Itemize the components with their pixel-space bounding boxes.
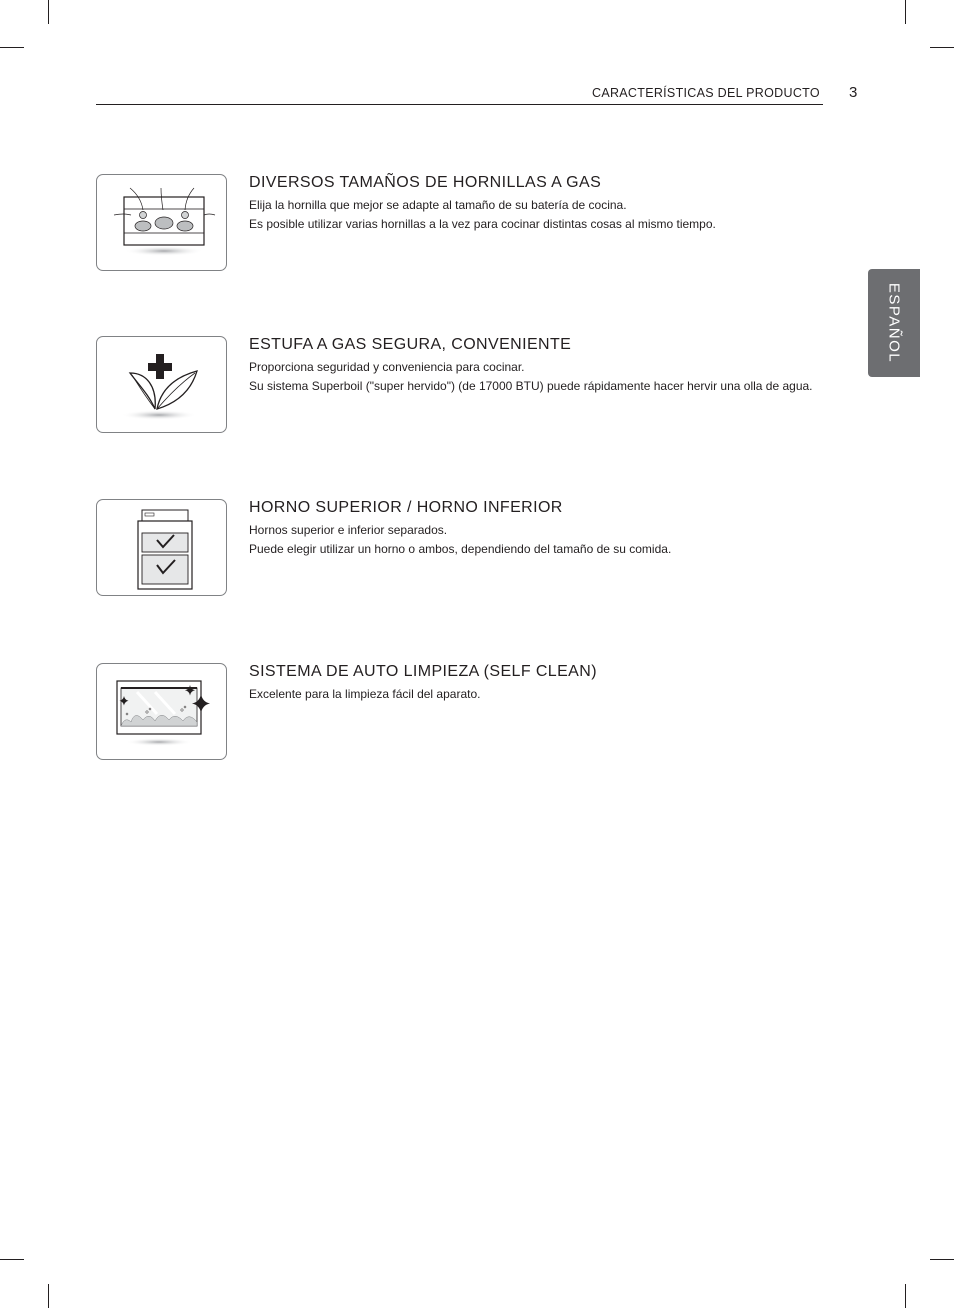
feature-title: DIVERSOS TAMAÑOS DE HORNILLAS A GAS [249, 174, 602, 191]
crop-mark [48, 1284, 49, 1308]
feature-description [249, 685, 834, 704]
crop-mark [905, 1284, 906, 1308]
gas-burners-icon [96, 174, 227, 271]
description-line: Su sistema Superboil ("super hervido") (de 17000 BTU) puede rápidamente hacer hervir una olla de agua. [249, 378, 813, 393]
crop-mark [0, 47, 24, 48]
feature-title: SISTEMA DE AUTO LIMPIEZA (SELF CLEAN) [249, 663, 597, 680]
section-title: CARACTERÍSTICAS DEL PRODUCTO [592, 86, 820, 100]
feature-title: ESTUFA A GAS SEGURA, CONVENIENTE [249, 336, 572, 353]
page-number: 3 [849, 84, 858, 101]
feature-title: HORNO SUPERIOR / HORNO INFERIOR [249, 499, 563, 516]
crop-mark [48, 0, 49, 24]
feature-description [249, 521, 834, 558]
feature-description [249, 196, 834, 233]
self-clean-icon [96, 663, 227, 760]
crop-mark [930, 47, 954, 48]
safety-leaves-icon [96, 336, 227, 433]
language-tab [868, 269, 920, 377]
description-line: Proporciona seguridad y conveniencia para cocinar. [249, 360, 525, 374]
language-tab-label: ESPAÑOL [885, 282, 903, 364]
crop-mark [0, 1259, 24, 1260]
double-oven-icon [96, 499, 227, 596]
description-line: Puede elegir utilizar un horno o ambos, dependiendo del tamaño de su comida. [249, 541, 672, 556]
header-divider [96, 104, 823, 105]
description-line: Hornos superior e inferior separados. [249, 523, 448, 537]
description-line: Elija la hornilla que mejor se adapte al tamaño de su batería de cocina. [249, 198, 627, 212]
feature-description [249, 358, 834, 395]
description-line: Es posible utilizar varias hornillas a la vez para cocinar distintas cosas al mismo tiempo. [249, 216, 716, 231]
description-line: Excelente para la limpieza fácil del aparato. [249, 687, 481, 701]
crop-mark [930, 1259, 954, 1260]
crop-mark [905, 0, 906, 24]
